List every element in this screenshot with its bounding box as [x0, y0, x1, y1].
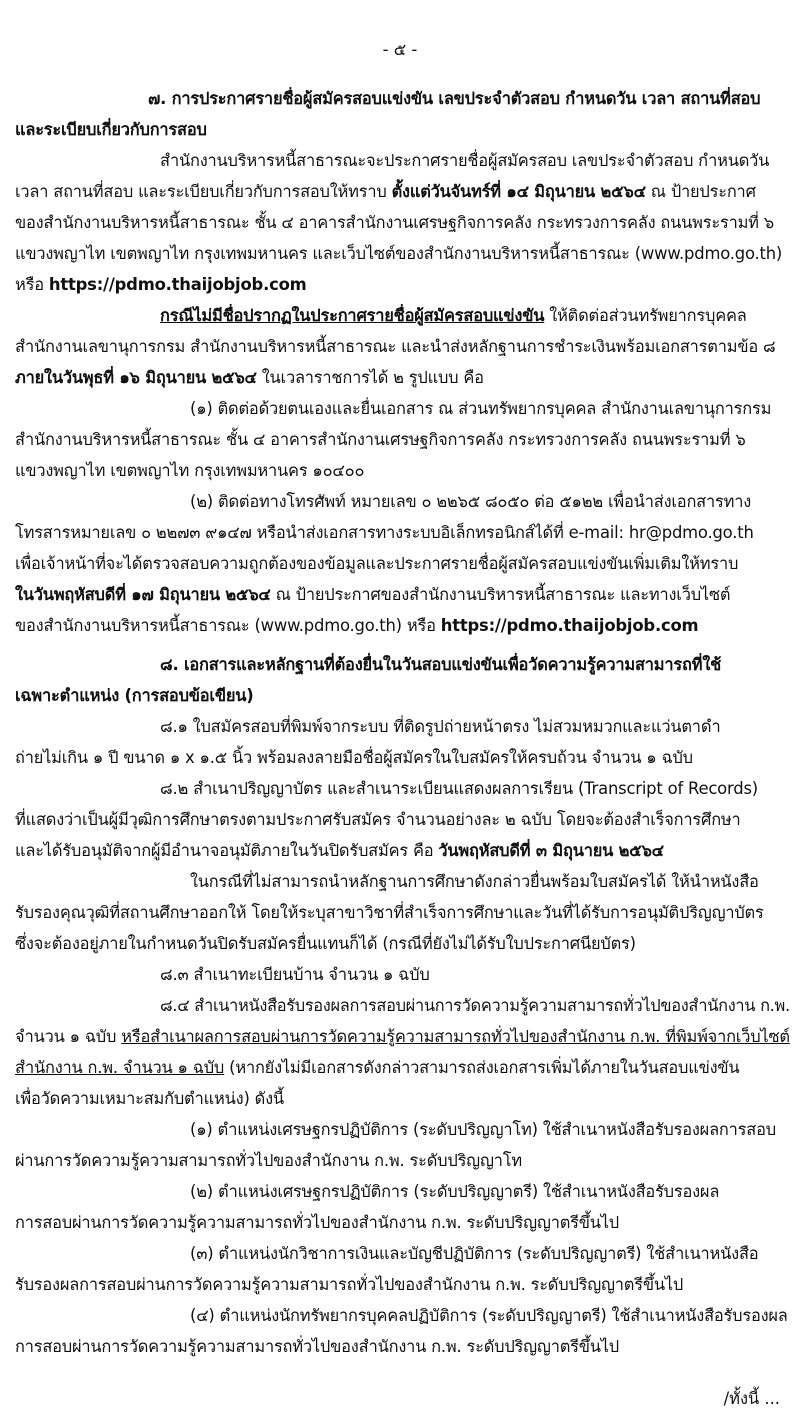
- list-item: ซึ่งจะต้องอยู่ภายในกำหนดวันปิดรับสมัครยื่นแทนก็ได้ (กรณีที่ยังไม่ได้รับใบประกาศนียบัตร): [15, 934, 636, 953]
- website-link[interactable]: https://pdmo.thaijobjob.com: [48, 275, 307, 294]
- list-item: และได้รับอนุมัติจากผู้มีอำนาจอนุมัติภายในวันปิดรับสมัคร คือ วันพฤหัสบดีที่ ๓ มิถุนายน ๒๕๖๔: [15, 841, 664, 860]
- website-link[interactable]: https://pdmo.thaijobjob.com: [440, 616, 699, 635]
- section7-heading-cont: และระเบียบเกี่ยวกับการสอบ: [15, 120, 207, 139]
- paragraph-line: (๑) ติดต่อด้วยตนเองและยื่นเอกสาร ณ ส่วนทรัพยากรบุคคล สำนักงานเลขานุการกรม: [190, 399, 772, 418]
- paragraph-line: สำนักงานบริหารหนี้สาธารณะจะประกาศรายชื่อผู้สมัครสอบ เลขประจำตัวสอบ กำหนดวัน: [160, 151, 770, 170]
- list-item: ๘.๓ สำเนาทะเบียนบ้าน จำนวน ๑ ฉบับ: [160, 965, 430, 984]
- paragraph-line: โทรสารหมายเลข ๐ ๒๒๗๓ ๙๑๔๗ หรือนำส่งเอกสารทางระบบอิเล็กทรอนิกส์ได้ที่ e-mail: hr@pdmo.go.th: [15, 523, 754, 542]
- deadline-date: ภายในวันพุธที่ ๑๖ มิถุนายน ๒๕๖๔: [15, 368, 257, 387]
- sub-item: (๔) ตำแหน่งนักทรัพยากรบุคคลปฏิบัติการ (ระดับปริญญาตรี) ใช้สำเนาหนังสือรับรองผล: [190, 1306, 788, 1325]
- continuation-note: /ทั้งนี้ ...: [723, 1389, 780, 1408]
- paragraph-line: สำนักงานบริหารหนี้สาธารณะ ชั้น ๔ อาคารสำนักงานเศรษฐกิจการคลัง กระทรวงการคลัง ถนนพระรามที่ ๖: [15, 430, 746, 449]
- section8-heading: ๘. เอกสารและหลักฐานที่ต้องยื่นในวันสอบแข่งขันเพื่อวัดความรู้ความสามารถที่ใช้: [160, 655, 722, 674]
- closing-date: วันพฤหัสบดีที่ ๓ มิถุนายน ๒๕๖๔: [438, 841, 664, 860]
- paragraph-line: หรือ https://pdmo.thaijobjob.com: [15, 275, 307, 294]
- paragraph-line: ภายในวันพุธที่ ๑๖ มิถุนายน ๒๕๖๔ ในเวลาราชการได้ ๒ รูปแบบ คือ: [15, 368, 484, 387]
- section8-heading-cont: เฉพาะตำแหน่ง (การสอบข้อเขียน): [15, 686, 254, 705]
- list-item: จำนวน ๑ ฉบับ หรือสำเนาผลการสอบผ่านการวัดความรู้ความสามารถทั่วไปของสำนักงาน ก.พ. ที่พิมพ์จากเว็บไซต์: [15, 1027, 790, 1046]
- paragraph-line: สำนักงานเลขานุการกรม สำนักงานบริหารหนี้สาธารณะ และนำส่งหลักฐานการชำระเงินพร้อมเอกสารตามข้อ ๘: [15, 337, 776, 356]
- sub-item: ผ่านการวัดความรู้ความสามารถทั่วไปของสำนักงาน ก.พ. ระดับปริญญาโท: [15, 1151, 522, 1170]
- paragraph-line: กรณีไม่มีชื่อปรากฏในประกาศรายชื่อผู้สมัครสอบแข่งขัน ให้ติดต่อส่วนทรัพยากรบุคคล: [160, 306, 747, 325]
- list-item: ๘.๒ สำเนาปริญญาบัตร และสำเนาระเบียนแสดงผลการเรียน (Transcript of Records): [160, 779, 758, 798]
- list-item: ๘.๑ ใบสมัครสอบที่พิมพ์จากระบบ ที่ติดรูปถ่ายหน้าตรง ไม่สวมหมวกและแว่นตาดำ: [160, 717, 721, 736]
- no-name-case: กรณีไม่มีชื่อปรากฏในประกาศรายชื่อผู้สมัครสอบแข่งขัน: [160, 306, 545, 325]
- sub-item: การสอบผ่านการวัดความรู้ความสามารถทั่วไปของสำนักงาน ก.พ. ระดับปริญญาตรีขึ้นไป: [15, 1213, 620, 1232]
- paragraph-line: ในวันพฤหัสบดีที่ ๑๗ มิถุนายน ๒๕๖๔ ณ ป้ายประกาศของสำนักงานบริหารหนี้สาธารณะ และทางเว็บไซต์: [15, 585, 731, 604]
- page-number: - ๕ -: [382, 40, 418, 59]
- paragraph-line: แขวงพญาไท เขตพญาไท กรุงเทพมหานคร และเว็บไซต์ของสำนักงานบริหารหนี้สาธารณะ (www.pdmo.go.th): [15, 244, 783, 263]
- paragraph-line: ของสำนักงานบริหารหนี้สาธารณะ ชั้น ๔ อาคารสำนักงานเศรษฐกิจการคลัง กระทรวงการคลัง ถนนพระรามที่ ๖: [15, 213, 775, 232]
- list-item: สำนักงาน ก.พ. จำนวน ๑ ฉบับ (หากยังไม่มีเอกสารดังกล่าวสามารถส่งเอกสารเพิ่มได้ภายในวันสอบแข่งขัน: [15, 1058, 740, 1077]
- paragraph-line: ของสำนักงานบริหารหนี้สาธารณะ (www.pdmo.go.th) หรือ https://pdmo.thaijobjob.com: [15, 616, 699, 635]
- list-item: ๘.๔ สำเนาหนังสือรับรองผลการสอบผ่านการวัดความรู้ความสามารถทั่วไปของสำนักงาน ก.พ.: [160, 996, 790, 1015]
- paragraph-line: (๒) ติดต่อทางโทรศัพท์ หมายเลข ๐ ๒๒๖๕ ๘๐๕๐ ต่อ ๕๑๒๒ เพื่อนำส่งเอกสารทาง: [190, 492, 751, 511]
- list-item: ถ่ายไม่เกิน ๑ ปี ขนาด ๑ x ๑.๕ นิ้ว พร้อมลงลายมือชื่อผู้สมัครในใบสมัครให้ครบถ้วน จำนวน ๑ ฉบับ: [15, 748, 693, 767]
- paragraph-line: เวลา สถานที่สอบ และระเบียบเกี่ยวกับการสอบให้ทราบ ตั้งแต่วันจันทร์ที่ ๑๔ มิถุนายน ๒๕๖๔ ณ ป้ายประกาศ: [15, 182, 756, 201]
- sub-item: (๓) ตำแหน่งนักวิชาการเงินและบัญชีปฏิบัติการ (ระดับปริญญาตรี) ใช้สำเนาหนังสือ: [190, 1244, 759, 1263]
- list-item: รับรองคุณวุฒิที่สถานศึกษาออกให้ โดยให้ระบุสาขาวิชาที่สำเร็จการศึกษาและวันที่ได้รับการอนุมัติปริญญาบัตร: [15, 903, 764, 922]
- section7-heading: ๗. การประกาศรายชื่อผู้สมัครสอบแข่งขัน เลขประจำตัวสอบ กำหนดวัน เวลา สถานที่สอบ: [148, 89, 761, 108]
- sub-item: การสอบผ่านการวัดความรู้ความสามารถทั่วไปของสำนักงาน ก.พ. ระดับปริญญาตรีขึ้นไป: [15, 1337, 620, 1356]
- list-item: ที่แสดงว่าเป็นผู้มีวุฒิการศึกษาตรงตามประกาศรับสมัคร จำนวนอย่างละ ๒ ฉบับ โดยจะต้องสำเร็จการศึกษา: [15, 810, 741, 829]
- announce-date: ตั้งแต่วันจันทร์ที่ ๑๔ มิถุนายน ๒๕๖๔: [391, 182, 646, 201]
- sub-item: (๑) ตำแหน่งเศรษฐกรปฏิบัติการ (ระดับปริญญาโท) ใช้สำเนาหนังสือรับรองผลการสอบ: [190, 1120, 776, 1139]
- sub-item: (๒) ตำแหน่งเศรษฐกรปฏิบัติการ (ระดับปริญญาตรี) ใช้สำเนาหนังสือรับรองผล: [190, 1182, 720, 1201]
- list-item: เพื่อวัดความเหมาะสมกับตำแหน่ง) ดังนี้: [15, 1089, 284, 1108]
- paragraph-line: เพื่อเจ้าหน้าที่จะได้ตรวจสอบความถูกต้องของข้อมูลและประกาศรายชื่อผู้สมัครสอบแข่งขันเพิ่มเติมให้ทราบ: [15, 554, 739, 573]
- sub-item: รับรองผลการสอบผ่านการวัดความรู้ความสามารถทั่วไปของสำนักงาน ก.พ. ระดับปริญญาตรีขึ้นไป: [15, 1275, 684, 1294]
- list-item: ในกรณีที่ไม่สามารถนำหลักฐานการศึกษาดังกล่าวยื่นพร้อมใบสมัครได้ ให้นำหนังสือ: [190, 872, 759, 891]
- update-date: ในวันพฤหัสบดีที่ ๑๗ มิถุนายน ๒๕๖๔: [15, 585, 271, 604]
- paragraph-line: แขวงพญาไท เขตพญาไท กรุงเทพมหานคร ๑๐๔๐๐: [15, 461, 365, 480]
